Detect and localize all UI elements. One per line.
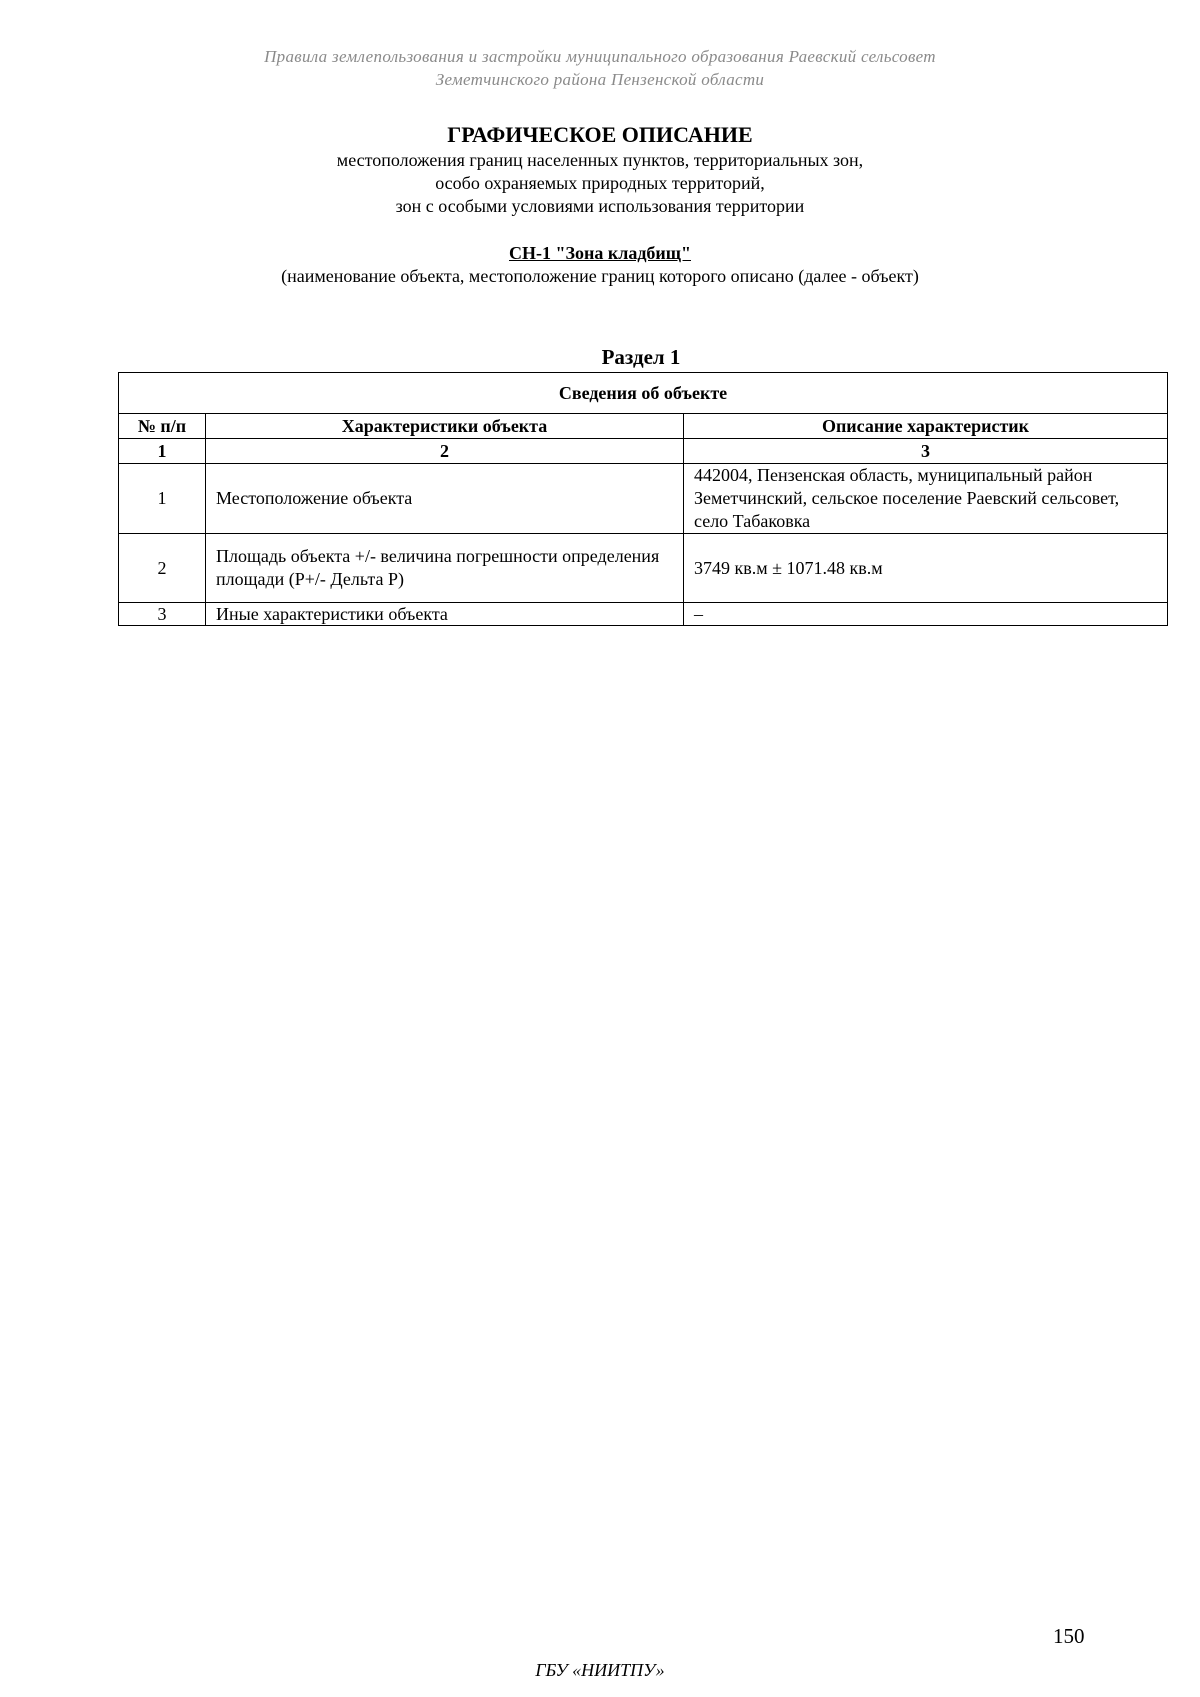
- row-description: –: [684, 603, 1168, 626]
- document-header-line-2: Земетчинского района Пензенской области: [435, 70, 765, 89]
- document-header-line-1: Правила землепользования и застройки муниципального образования Раевский сельсовет: [264, 47, 936, 66]
- table-row: [119, 603, 1168, 626]
- column-number-1: 1: [119, 439, 206, 464]
- row-description: 442004, Пензенская область, муниципальный район Земетчинский, сельское поселение Раевский сельсовет, село Табаковка: [684, 464, 1168, 534]
- column-header-characteristic: Характеристики объекта: [206, 414, 684, 439]
- page-number: 150: [1053, 1624, 1085, 1648]
- column-number-3: 3: [684, 439, 1168, 464]
- column-number-row: [119, 439, 1168, 464]
- row-characteristic: Иные характеристики объекта: [206, 603, 684, 626]
- table-row: [119, 534, 1168, 603]
- document-footer: ГБУ «НИИТПУ»: [535, 1660, 665, 1680]
- column-header-description: Описание характеристик: [684, 414, 1168, 439]
- table-caption-row: [119, 373, 1168, 414]
- table-caption: Сведения об объекте: [119, 373, 1168, 414]
- column-number-2: 2: [206, 439, 684, 464]
- column-header-number: № п/п: [119, 414, 206, 439]
- object-info-table: [118, 372, 1168, 626]
- row-description: 3749 кв.м ± 1071.48 кв.м: [684, 534, 1168, 603]
- row-number: 3: [119, 603, 206, 626]
- table-header-row: [119, 414, 1168, 439]
- row-number: 2: [119, 534, 206, 603]
- object-name: [0, 243, 1200, 264]
- subtitle-line-1: местоположения границ населенных пунктов, территориальных зон,: [336, 150, 864, 170]
- row-characteristic: Площадь объекта +/- величина погрешности определения площади (Р+/- Дельта Р): [206, 534, 684, 603]
- subtitle-line-3: зон с особыми условиями использования территории: [395, 196, 805, 216]
- document-title: ГРАФИЧЕСКОЕ ОПИСАНИЕ: [447, 122, 753, 147]
- table-row: [119, 464, 1168, 534]
- section-title: Раздел 1: [601, 345, 681, 369]
- object-name-text: СН-1 "Зона кладбищ": [509, 243, 691, 263]
- row-number: 1: [119, 464, 206, 534]
- object-note: (наименование объекта, местоположение границ которого описано (далее - объект): [281, 266, 919, 286]
- row-characteristic: Местоположение объекта: [206, 464, 684, 534]
- subtitle-line-2: особо охраняемых природных территорий,: [435, 173, 765, 193]
